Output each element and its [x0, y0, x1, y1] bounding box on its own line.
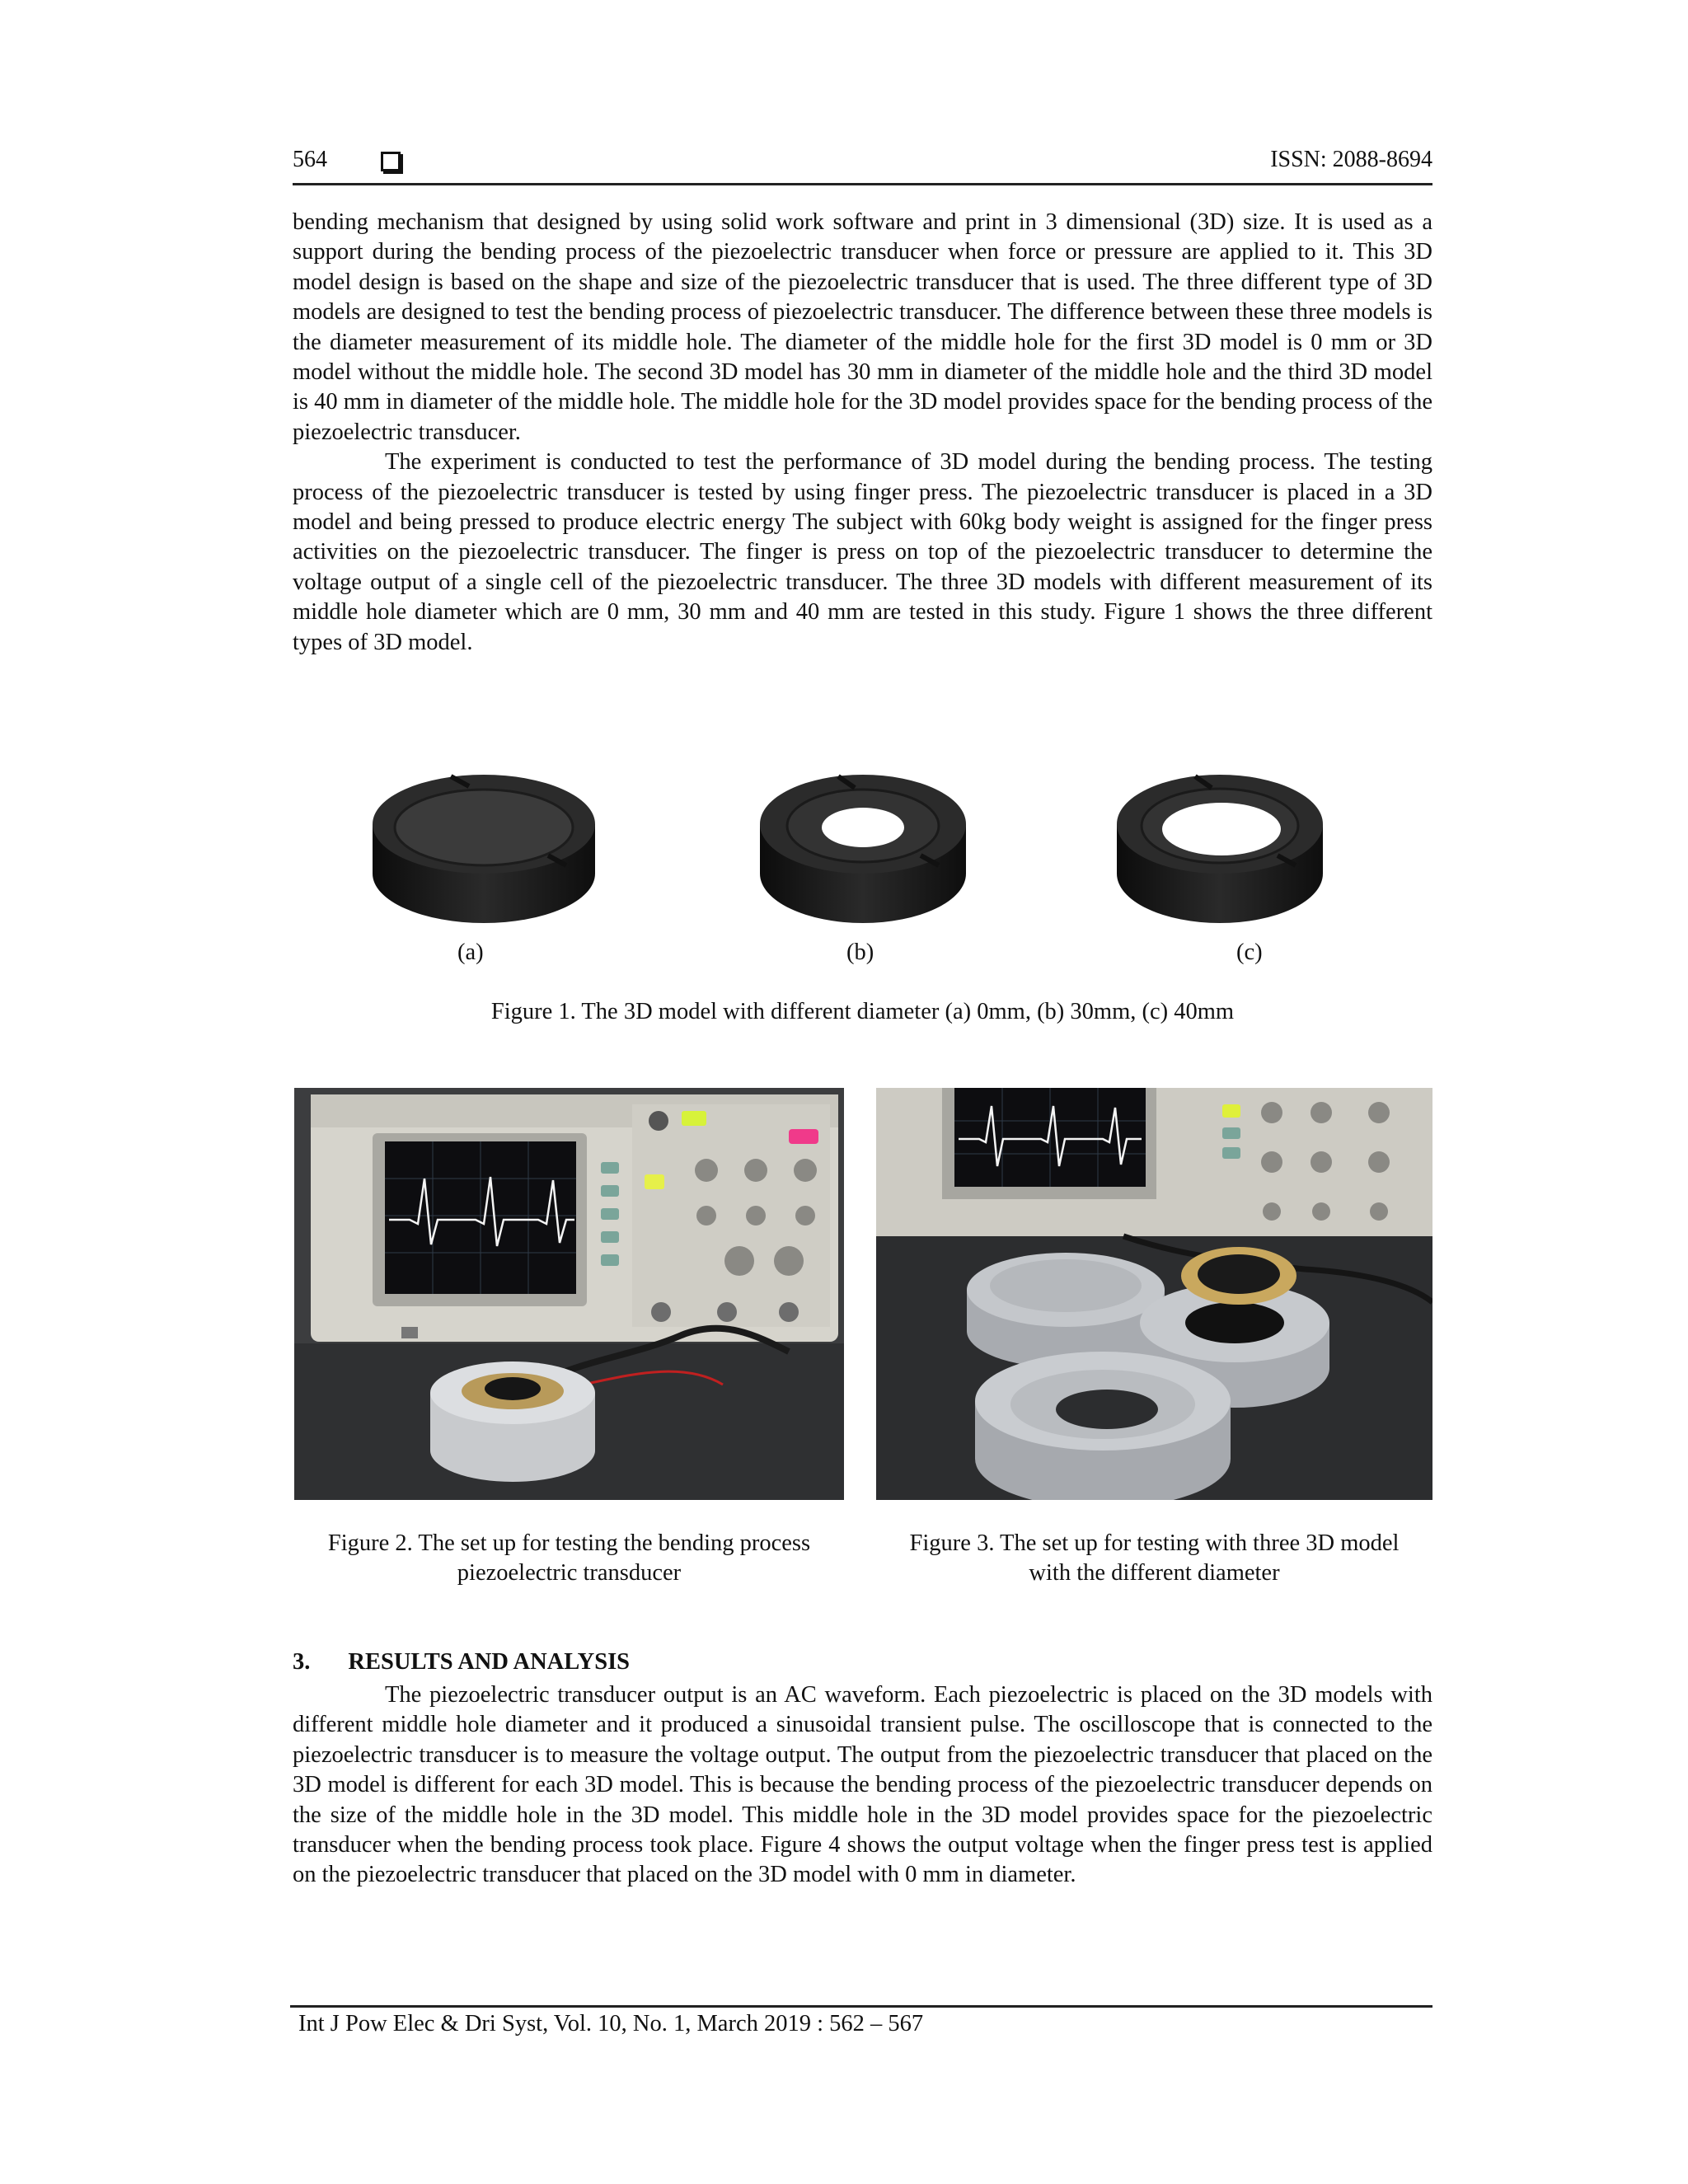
figure-2-caption-line: Figure 2. The set up for testing the bending process: [327, 1530, 811, 1556]
figure-3-photo: [876, 1088, 1432, 1500]
figure-3-caption: [876, 1529, 1432, 1588]
section-number: 3.: [293, 1649, 311, 1675]
section-heading: [293, 1649, 630, 1675]
model-a-icon: [373, 775, 595, 923]
subfigure-label-c: (c): [1236, 940, 1263, 965]
body-text-results: [293, 1680, 1432, 1891]
footer-rule: [290, 2005, 1432, 2008]
figure-3-caption-line: with the different diameter: [1029, 1560, 1280, 1586]
header-rule: [293, 183, 1432, 185]
model-c-icon: [1117, 775, 1323, 923]
footer-citation: Int J Pow Elec & Dri Syst, Vol. 10, No. 1, March 2019 : 562 – 567: [298, 2011, 924, 2036]
figure-2-caption: [294, 1529, 844, 1588]
body-text-top: [293, 208, 1432, 658]
paragraph: The experiment is conducted to test the performance of 3D model during the bending process. The testing process of the piezoelectric transducer is tested by using finger press. The piezoelectric transducer is placed in a 3D model and being pressed to produce electric energy The subject with 60kg body weight is assigned for the finger press activities on the piezoelectric transducer. The finger is press on top of the piezoelectric transducer to determine the voltage output of a single cell of the piezoelectric transducer. The three 3D models with different measurement of its middle hole diameter which are 0 mm, 30 mm and 40 mm are tested in this study. Figure 1 shows the three different types of 3D model.: [293, 449, 1432, 655]
section-title: RESULTS AND ANALYSIS: [348, 1649, 631, 1675]
page-number: 564: [293, 147, 327, 172]
figure-1-models: [293, 717, 1432, 931]
figure-3-caption-line: Figure 3. The set up for testing with three 3D model: [909, 1530, 1400, 1556]
figure-2-photo: [294, 1088, 844, 1500]
figure-1-caption: Figure 1. The 3D model with different diameter (a) 0mm, (b) 30mm, (c) 40mm: [490, 999, 1235, 1024]
figure-2-caption-line: piezoelectric transducer: [457, 1560, 682, 1586]
square-bullet-icon: [381, 152, 401, 171]
issn: ISSN: 2088-8694: [1270, 147, 1432, 172]
paragraph: The piezoelectric transducer output is an AC waveform. Each piezoelectric is placed on the 3D models with different middle hole diameter and it produced a sinusoidal transient pulse. The oscilloscope that is connected to the piezoelectric transducer is to measure the voltage output. The output from the piezoelectric transducer that placed on the 3D model is different for each 3D model. This is because the bending process of the piezoelectric transducer depends on the size of the middle hole in the 3D model. This middle hole in the 3D model provides space for the piezoelectric transducer when the bending process took place. Figure 4 shows the output voltage when the finger press test is applied on the piezoelectric transducer that placed on the 3D model with 0 mm in diameter.: [293, 1682, 1432, 1888]
subfigure-label-b: (b): [846, 940, 874, 965]
paragraph: bending mechanism that designed by using solid work software and print in 3 dimensional (3D) size. It is used as a support during the bending process of the piezoelectric transducer when force or pressure are applied to it. This 3D model design is based on the shape and size of the piezoelectric transducer that is used. The three different type of 3D models are designed to test the bending process of piezoelectric transducer. The difference between these three models is the diameter measurement of its middle hole. The diameter of the middle hole for the first 3D model is 0 mm or 3D model without the middle hole. The second 3D model has 30 mm in diameter of the middle hole and the third 3D model is 40 mm in diameter of the middle hole. The middle hole for the 3D model provides space for the bending process of the piezoelectric transducer.: [293, 209, 1432, 445]
subfigure-label-a: (a): [457, 940, 484, 965]
model-b-icon: [760, 775, 966, 923]
